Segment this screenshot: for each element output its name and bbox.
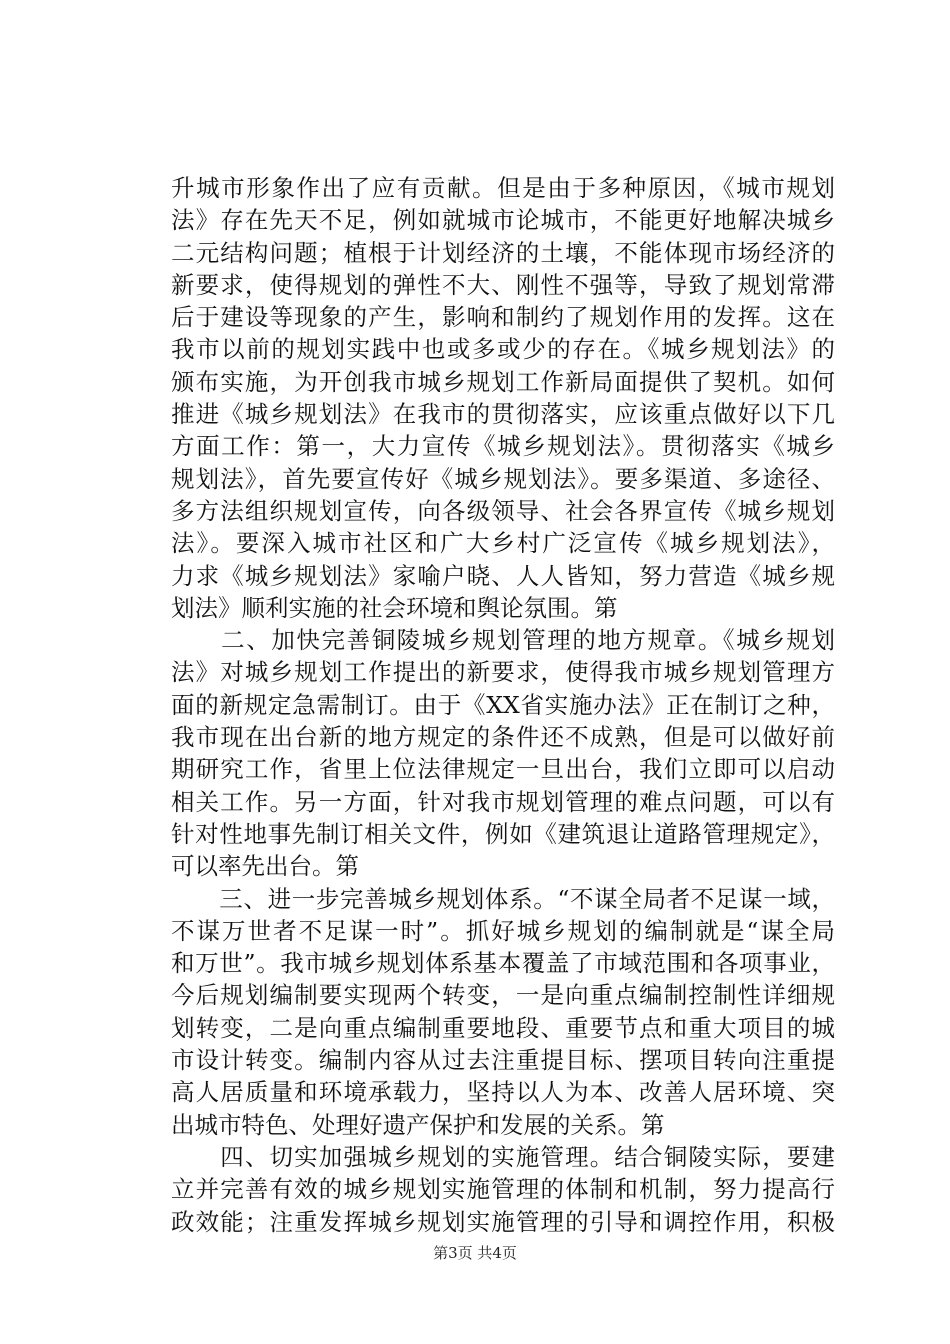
text-line: 我市以前的规划实践中也或多或少的存在。《城乡规划法》的	[171, 335, 835, 364]
text-line: 划转变，二是向重点编制重要地段、重要节点和重大项目的城	[171, 1013, 835, 1042]
text-line: 高人居质量和环境承载力，坚持以人为本、改善人居环境、突	[171, 1078, 835, 1107]
text-line: 法》对城乡规划工作提出的新要求，使得我市城乡规划管理方	[171, 658, 835, 687]
text-line: 四、切实加强城乡规划的实施管理。结合铜陵实际，要建	[171, 1142, 835, 1171]
text-line: 今后规划编制要实现两个转变，一是向重点编制控制性详细规	[171, 981, 835, 1010]
text-line: 不谋万世者不足谋一时”。抓好城乡规划的编制就是“谋全局	[171, 916, 835, 945]
text-line: 升城市形象作出了应有贡献。但是由于多种原因，《城市规划	[171, 174, 835, 202]
text-line: 和万世”。我市城乡规划体系基本覆盖了市域范围和各项事业，	[171, 949, 835, 978]
text-line: 划法》顺利实施的社会环境和舆论氛围。第	[171, 593, 618, 622]
page-footer: 第3页 共4页	[433, 1244, 517, 1262]
text-line: 立并完善有效的城乡规划实施管理的体制和机制，努力提高行	[171, 1175, 835, 1204]
text-line: 相关工作。另一方面，针对我市规划管理的难点问题，可以有	[171, 787, 835, 816]
text-line: 针对性地事先制订相关文件，例如《建筑退让道路管理规定》，	[171, 819, 835, 848]
text-line: 新要求，使得规划的弹性不大、刚性不强等，导致了规划常滞	[171, 270, 835, 299]
text-line: 推进《城乡规划法》在我市的贯彻落实，应该重点做好以下几	[171, 400, 835, 429]
text-line: 方面工作：第一，大力宣传《城乡规划法》。贯彻落实《城乡	[171, 432, 835, 461]
text-line: 我市现在出台新的地方规定的条件还不成熟，但是可以做好前	[171, 723, 835, 752]
text-line: 多方法组织规划宣传，向各级领导、社会各界宣传《城乡规划	[171, 496, 835, 525]
text-line: 期研究工作，省里上位法律规定一旦出台，我们立即可以启动	[171, 755, 835, 784]
text-line: 三、进一步完善城乡规划体系。“不谋全局者不足谋一域，	[171, 884, 835, 913]
text-line: 力求《城乡规划法》家喻户晓、人人皆知，努力营造《城乡规	[171, 561, 835, 590]
text-line: 市设计转变。编制内容从过去注重提目标、摆项目转向注重提	[171, 1046, 835, 1075]
text-line: 政效能；注重发挥城乡规划实施管理的引导和调控作用，积极	[171, 1207, 835, 1236]
text-line: 后于建设等现象的产生，影响和制约了规划作用的发挥。这在	[171, 303, 835, 332]
text-line: 法》存在先天不足，例如就城市论城市，不能更好地解决城乡	[171, 206, 835, 235]
text-line: 规划法》，首先要宣传好《城乡规划法》。要多渠道、多途径、	[171, 464, 835, 493]
text-line: 颁布实施，为开创我市城乡规划工作新局面提供了契机。如何	[171, 367, 835, 396]
text-line: 法》。要深入城市社区和广大乡村广泛宣传《城乡规划法》，	[171, 529, 835, 558]
text-line: 出城市特色、处理好遗产保护和发展的关系。第	[171, 1110, 665, 1139]
text-line: 面的新规定急需制订。由于《XX省实施办法》正在制订之种，	[171, 690, 835, 719]
text-line: 可以率先出台。第	[171, 852, 359, 881]
text-line: 二、加快完善铜陵城乡规划管理的地方规章。《城乡规划	[171, 626, 835, 655]
text-line: 二元结构问题；植根于计划经济的土壤，不能体现市场经济的	[171, 238, 835, 267]
document-body	[171, 172, 835, 1238]
